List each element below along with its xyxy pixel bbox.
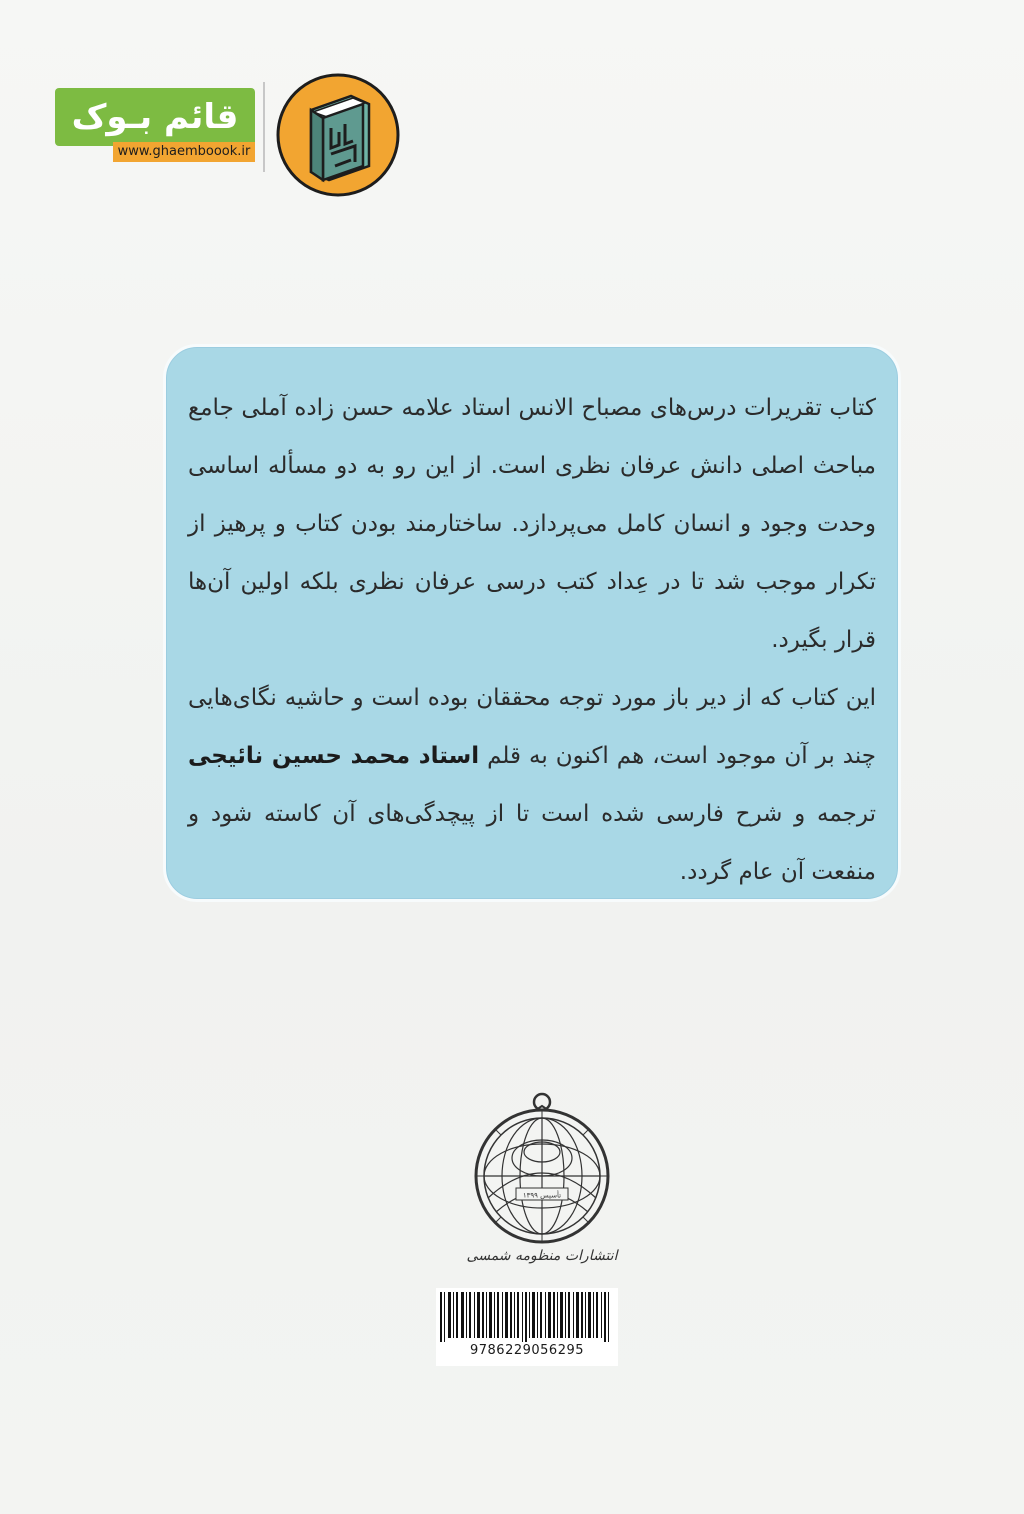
- paragraph-1: کتاب تقریرات درس‌های مصباح الانس استاد علامه حسن زاده آملی جامع مباحث اصلی دانش عرفان نظری است. از این رو به دو مسأله اساسی وحدت وجود و انسان کامل می‌پردازد. ساختارمند بودن کتاب و پرهیز از تکرار موجب شد تا در عِداد کتب درسی عرفان نظری بلکه اولین آن‌ها قرار بگیرد.: [188, 395, 876, 653]
- store-logo: [55, 70, 395, 200]
- paragraph-2: [188, 669, 876, 901]
- book-logo-icon: [273, 70, 403, 200]
- publisher-emblem-text: تأسیس ۱۳۹۹: [522, 1191, 562, 1200]
- logo-divider: [263, 82, 265, 172]
- isbn-barcode: [436, 1288, 618, 1366]
- isbn-number: 9786229056295: [469, 1343, 585, 1358]
- publisher-logo: [466, 1088, 618, 1288]
- paragraph-2-end: ترجمه و شرح فارسی شده است تا از پیچدگی‌های آن کاسته شود و منفعت آن عام گردد.: [188, 801, 876, 885]
- description-panel: [163, 344, 901, 902]
- astrolabe-icon: [466, 1088, 618, 1248]
- store-name: قائم بـوک: [55, 88, 255, 146]
- publisher-name: انتشارات منظومه شمسی: [466, 1248, 618, 1264]
- author-name: استاد محمد حسین نائیجی: [188, 743, 480, 769]
- description-text: [188, 379, 876, 901]
- store-url: www.ghaemboook.ir: [113, 142, 255, 162]
- paragraph-2-start: این کتاب که از دیر باز مورد توجه محققان بوده است و حاشیه نگای‌هایی چند بر آن موجود است، هم اکنون به قلم: [188, 685, 876, 769]
- barcode-bars: [438, 1292, 616, 1342]
